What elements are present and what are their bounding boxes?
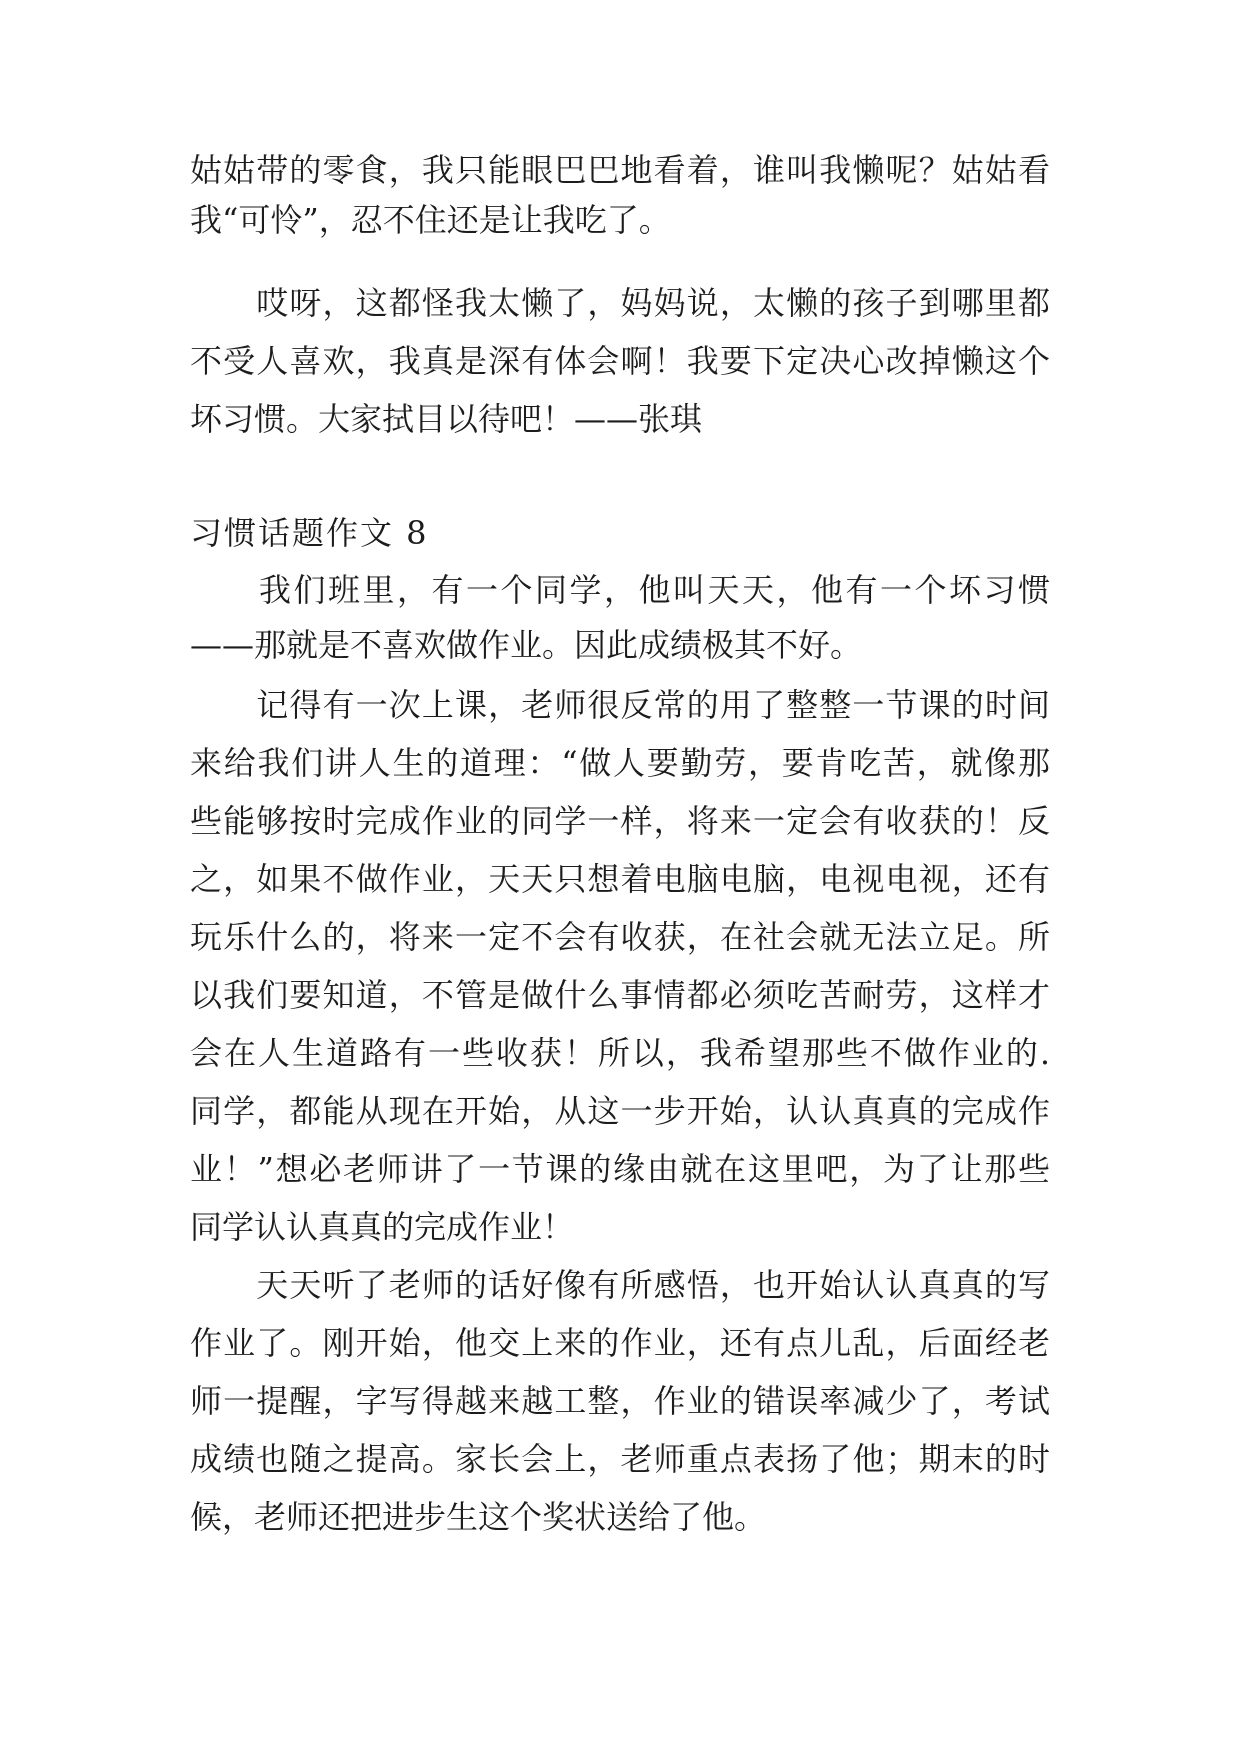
paragraph-line: 业！”想必老师讲了一节课的缘由就在这里吧，为了让那些: [190, 1150, 1050, 1188]
paragraph-line: 些能够按时完成作业的同学一样，将来一定会有收获的！反: [190, 802, 1050, 840]
paragraph-line: 记得有一次上课，老师很反常的用了整整一节课的时间: [190, 686, 1050, 724]
paragraph-line: ——那就是不喜欢做作业。因此成绩极其不好。: [190, 626, 863, 664]
paragraph-line: 同学认认真真的完成作业！: [190, 1208, 575, 1246]
paragraph-line: 来给我们讲人生的道理：“做人要勤劳，要肯吃苦，就像那: [190, 744, 1050, 782]
paragraph-line: 同学，都能从现在开始，从这一步开始，认认真真的完成作: [190, 1092, 1050, 1130]
paragraph-line: 玩乐什么的，将来一定不会有收获，在社会就无法立足。所: [190, 918, 1050, 956]
intro-line: 姑姑带的零食，我只能眼巴巴地看着，谁叫我懒呢？姑姑看: [190, 151, 1050, 189]
paragraph-line: 会在人生道路有一些收获！所以，我希望那些不做作业的.: [190, 1034, 1050, 1072]
ending-paragraph-line: 坏习惯。大家拭目以待吧！——张琪: [190, 400, 703, 438]
paragraph-line: 之，如果不做作业，天天只想着电脑电脑，电视电视，还有: [190, 860, 1050, 898]
paragraph-line: 师一提醒，字写得越来越工整，作业的错误率减少了，考试: [190, 1382, 1050, 1420]
paragraph-line: 天天听了老师的话好像有所感悟，也开始认认真真的写: [190, 1266, 1050, 1304]
paragraph-line: 候，老师还把进步生这个奖状送给了他。: [190, 1498, 767, 1536]
paragraph-line: 作业了。刚开始，他交上来的作业，还有点儿乱，后面经老: [190, 1324, 1050, 1362]
section-title: 习惯话题作文 8: [190, 514, 429, 552]
paragraph-line: 成绩也随之提高。家长会上，老师重点表扬了他；期末的时: [190, 1440, 1050, 1478]
paragraph-line: 以我们要知道，不管是做什么事情都必须吃苦耐劳，这样才: [190, 976, 1050, 1014]
paragraph-line: 我们班里，有一个同学，他叫天天，他有一个坏习惯: [190, 571, 1050, 609]
intro-line: 我“可怜”，忍不住还是让我吃了。: [190, 201, 671, 239]
ending-paragraph-line: 不受人喜欢，我真是深有体会啊！我要下定决心改掉懒这个: [190, 342, 1050, 380]
ending-paragraph-line: 哎呀，这都怪我太懒了，妈妈说，太懒的孩子到哪里都: [190, 284, 1050, 322]
